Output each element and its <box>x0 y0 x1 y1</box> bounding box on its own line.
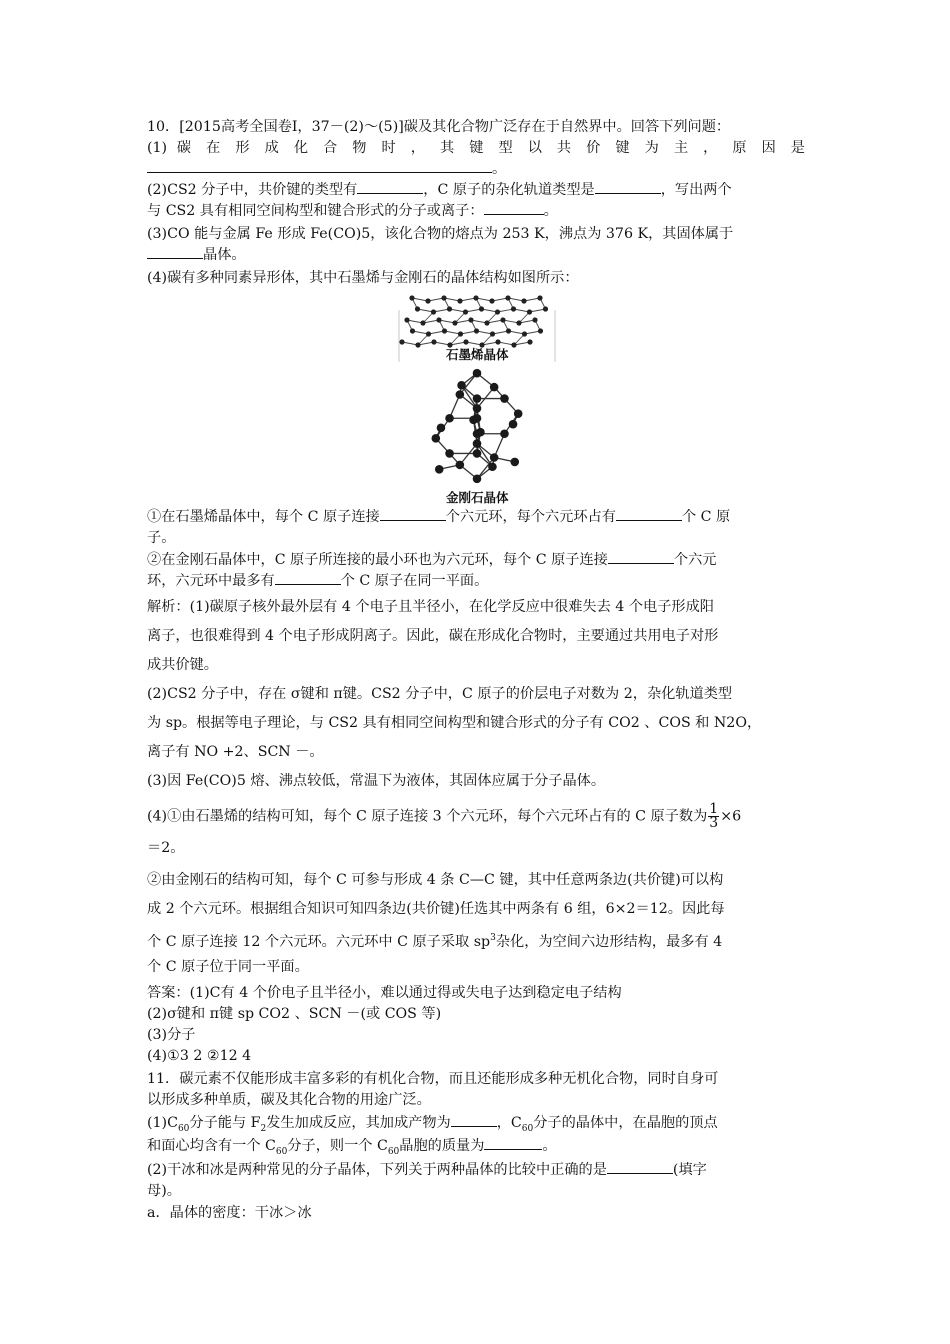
carbon-atom <box>457 381 466 390</box>
carbon-atom <box>516 320 521 325</box>
q10-part1: (1) 碳 在 形 成 化 合 物 时 ， 其 键 型 以 共 价 键 为 主 ， 原 因 是 <box>147 140 805 156</box>
analysis-1-line3: 成共价键。 <box>147 657 218 673</box>
carbon-atom <box>409 295 414 300</box>
analysis-5-line2: 成 2 个六元环。根据组合知识可知四条边(共价键)任选其中两条有 6 组，6×2＝12。因此每 <box>147 901 725 917</box>
carbon-atom <box>473 404 482 413</box>
answer-blank[interactable] <box>380 507 446 521</box>
carbon-atom <box>468 317 473 322</box>
q11-part2: (2)干冰和冰是两种常见的分子晶体，下列关于两种晶体的比较中正确的是 (填字 <box>147 1162 707 1178</box>
carbon-atom <box>456 390 465 399</box>
q10-part3: (3)CO 能与金属 Fe 形成 Fe(CO)5，该化合物的熔点为 253 K，沸点为 376 K，其固体属于 <box>147 226 734 242</box>
carbon-atom <box>473 429 482 438</box>
q10-sub2-cont: 环，六元环中最多有 个 C 原子在同一平面。 <box>147 573 489 589</box>
carbon-atom <box>490 453 499 462</box>
diamond-structure-figure <box>412 364 542 486</box>
q10-sub2: ②在金刚石晶体中，C 原子所连接的最小环也为六元环，每个 C 原子连接 个六元 <box>147 552 717 568</box>
carbon-atom <box>415 306 420 311</box>
carbon-atom <box>490 383 499 392</box>
carbon-atom <box>445 414 454 423</box>
carbon-atom <box>511 306 516 311</box>
carbon-atom <box>484 320 489 325</box>
carbon-atom <box>511 342 516 347</box>
carbon-atom <box>441 295 446 300</box>
carbon-atom <box>445 449 454 458</box>
q11-part2-cont: 母)。 <box>147 1183 181 1199</box>
q10-part4: (4)碳有多种同素异形体，其中石墨烯与金刚石的晶体结构如图所示： <box>147 270 579 286</box>
analysis-3: (3)因 Fe(CO)5 熔、沸点较低，常温下为液体，其固体应属于分子晶体。 <box>147 773 606 789</box>
q10-part2-cont: 与 CS2 具有相同空间构型和键合形式的分子或离子： 。 <box>147 203 558 219</box>
carbon-atom <box>432 434 441 443</box>
carbon-atom <box>473 449 482 458</box>
answer-blank[interactable] <box>147 159 492 173</box>
analysis-5-line3: 个 C 原子连接 12 个六元环。六元环中 C 原子采取 $sp^3$杂化，为空间六边形结构，最多有 4 <box>147 933 723 950</box>
carbon-atom <box>509 420 518 429</box>
q11-part1: $(1)C_{60}$分子能与 $F_2$发生加成反应，其加成产物为 ，$C_{60}$分子的晶体中，在晶胞的顶点 <box>147 1115 718 1134</box>
carbon-atom <box>510 458 519 467</box>
q11-line2: 以形成多种单质，碳及其化合物的用途广泛。 <box>147 1092 431 1108</box>
answer-blank[interactable] <box>147 245 203 259</box>
carbon-atom <box>457 298 462 303</box>
carbon-atom <box>463 339 468 344</box>
q11-part1-cont: 和面心均含有一个 $C_{60}$分子，则一个 $C_{60}$晶胞的质量为 。 <box>147 1138 557 1157</box>
answer-blank[interactable] <box>484 1136 542 1150</box>
carbon-atom <box>527 309 532 314</box>
analysis-2-line2: 为 sp。根据等电子理论，与 CS2 具有相同空间构型和键合形式的分子有 CO2 、COS 和 N2O， <box>147 715 762 731</box>
q10-heading: 10．[2015高考全国卷Ⅰ，37－(2)～(5)]碳及其化合物广泛存在于自然界中。回答下列问题： <box>147 119 731 135</box>
carbon-atom <box>474 328 479 333</box>
answer-blank[interactable] <box>275 571 341 585</box>
carbon-atom <box>527 339 532 344</box>
q10-part3-cont: 晶体。 <box>147 245 246 265</box>
carbon-atom <box>522 331 527 336</box>
analysis-2-line1: (2)CS2 分子中，存在 σ键和 π键。CS2 分子中，C 原子的价层电子对数为 2，杂化轨道类型 <box>147 686 733 702</box>
carbon-atom <box>506 328 511 333</box>
carbon-atom <box>415 342 420 347</box>
answer-line4: (4)①3 2 ②12 4 <box>147 1048 252 1064</box>
carbon-atom <box>425 298 430 303</box>
fraction-one-third: $\frac{1}{3}$ <box>709 801 719 831</box>
carbon-atom <box>537 295 542 300</box>
analysis-4-line1: (4)①由石墨烯的结构可知，每个 C 原子连接 3 个六元环，每个六元环占有的 C 原子数为 $\frac{1}{3}$ ×6 <box>147 801 742 831</box>
carbon-atom <box>431 339 436 344</box>
carbon-atom <box>436 317 441 322</box>
carbon-atom <box>473 475 482 484</box>
answer-blank[interactable] <box>357 180 423 194</box>
carbon-atom <box>452 320 457 325</box>
analysis-4-line2: ＝2。 <box>147 840 185 856</box>
carbon-atom <box>489 298 494 303</box>
carbon-atom <box>488 462 497 471</box>
q11-line1: 11．碳元素不仅能形成丰富多彩的有机化合物，而且还能形成多种无机化合物，同时自身可 <box>147 1071 719 1087</box>
carbon-atom <box>410 328 415 333</box>
diamond-caption: 金刚石晶体 <box>446 490 509 505</box>
carbon-atom <box>420 320 425 325</box>
carbon-atom <box>431 309 436 314</box>
graphene-caption: 石墨烯晶体 <box>446 347 509 362</box>
carbon-atom <box>435 465 444 474</box>
answer-blank[interactable] <box>616 507 682 521</box>
carbon-atom <box>458 331 463 336</box>
analysis-2-line3: 离子有 NO +2、SCN －。 <box>147 744 324 760</box>
carbon-atom <box>404 317 409 322</box>
carbon-atom <box>514 409 523 418</box>
carbon-atom <box>442 328 447 333</box>
carbon-atom <box>399 339 404 344</box>
q10-part2: (2)CS2 分子中，共价键的类型有 ，C 原子的杂化轨道类型是 ，写出两个 <box>147 182 732 198</box>
carbon-atom <box>473 439 482 448</box>
answer-line2: (2)σ键和 π键 sp CO2 、SCN －(或 COS 等) <box>147 1006 442 1022</box>
carbon-atom <box>479 306 484 311</box>
carbon-atom <box>473 369 482 378</box>
carbon-atom <box>495 339 500 344</box>
answer-blank[interactable] <box>595 180 661 194</box>
carbon-atom <box>456 461 465 470</box>
answer-blank[interactable] <box>451 1113 497 1127</box>
carbon-atom <box>500 317 505 322</box>
carbon-atom <box>505 295 510 300</box>
carbon-atom <box>473 394 482 403</box>
q11-option-a: a．晶体的密度：干冰＞冰 <box>147 1205 312 1221</box>
answer-blank[interactable] <box>608 550 674 564</box>
carbon-atom <box>447 306 452 311</box>
carbon-atom <box>543 306 548 311</box>
carbon-atom <box>473 295 478 300</box>
q10-sub1: ①在石墨烯晶体中，每个 C 原子连接 个六元环，每个六元环占有 个 C 原 <box>147 509 731 525</box>
carbon-atom <box>469 416 478 425</box>
q10-part1-answer-line: 。 <box>147 159 506 179</box>
q10-sub1-cont: 子。 <box>147 530 176 546</box>
carbon-atom <box>521 298 526 303</box>
analysis-1-line1: 解析：(1)碳原子核外最外层有 4 个电子且半径小，在化学反应中很难失去 4 个电子形成阳 <box>147 599 714 615</box>
carbon-atom <box>495 309 500 314</box>
answer-line3: (3)分子 <box>147 1027 196 1043</box>
analysis-5-line1: ②由金刚石的结构可知，每个 C 可参与形成 4 条 C—C 键，其中任意两条边(共价键)可以构 <box>147 872 724 888</box>
carbon-atom <box>463 309 468 314</box>
carbon-atom <box>500 394 509 403</box>
carbon-atom <box>538 328 543 333</box>
analysis-1-line2: 离子，也很难得到 4 个电子形成阴离子。因此，碳在形成化合物时，主要通过共用电子对形 <box>147 628 719 644</box>
answer-blank[interactable] <box>484 201 544 215</box>
carbon-atom <box>437 424 446 433</box>
carbon-atom <box>426 331 431 336</box>
analysis-5-line4: 个 C 原子位于同一平面。 <box>147 959 309 975</box>
carbon-atom <box>490 331 495 336</box>
carbon-atom <box>532 317 537 322</box>
carbon-atom <box>500 429 509 438</box>
answer-line1: 答案：(1)C有 4 个价电子且半径小，难以通过得或失电子达到稳定电子结构 <box>147 985 622 1001</box>
answer-blank[interactable] <box>607 1160 673 1174</box>
